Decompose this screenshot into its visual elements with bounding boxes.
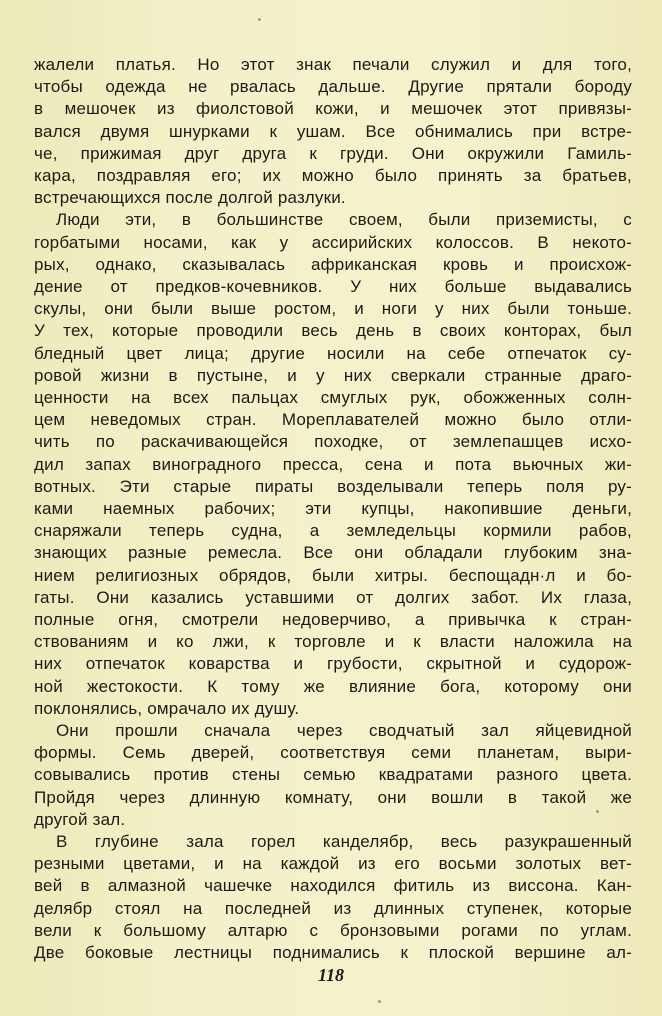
text-line: ной жестокости. К тому же влияние бога, которому они bbox=[34, 676, 632, 696]
text-line: ровой жизни в пустыне, и у них сверкали странные драго- bbox=[34, 365, 632, 385]
text-line: резными цветами, и на каждой из его восьми золотых вет- bbox=[34, 854, 632, 874]
text-line: У тех, которые проводили весь день в своих конторах, был bbox=[34, 321, 632, 341]
text-line: вался двумя шнурками к ушам. Все обнимались при встре- bbox=[34, 121, 632, 141]
text-line: нием религиозных обрядов, были хитры. беспощадн·л и бо- bbox=[34, 565, 632, 585]
text-line: ками наемных рабочих; эти купцы, накопившие деньги, bbox=[34, 499, 632, 518]
text-line: вей в алмазной чашечке находился фитиль из виссона. Кан- bbox=[34, 876, 632, 896]
text-line: скулы, они были выше ростом, и ноги у них были тоньше. bbox=[34, 299, 632, 319]
scan-speck bbox=[258, 18, 261, 21]
text-line: поклонялись, омрачало их душу. bbox=[34, 698, 300, 718]
text-line: че, прижимая друг друга к груди. Они окружили Гамиль- bbox=[34, 143, 632, 163]
text-line: гаты. Они казались уставшими от долгих забот. Их глаза, bbox=[34, 587, 632, 607]
text-line: вели к большому алтарю с бронзовыми рогами по углам. bbox=[34, 920, 632, 940]
text-line: делябр стоял на последней из длинных ступенек, которые bbox=[34, 898, 632, 918]
scan-speck bbox=[378, 1000, 381, 1003]
text-line: Они прошли сначала через сводчатый зал яйцевидной bbox=[56, 721, 632, 740]
text-line: ствованиям и ко лжи, к торговле и к власти наложила на bbox=[34, 632, 632, 652]
text-line: в мешочек из фиолстовой кожи, и мешочек этот привязы- bbox=[34, 99, 632, 119]
text-line: рых, однако, сказывалась африканская кровь и происхож- bbox=[34, 254, 632, 274]
text-line: Две боковые лестницы поднимались к плоской вершине ал- bbox=[34, 943, 632, 962]
text-line: Пройдя через длинную комнату, они вошли в такой же bbox=[34, 787, 632, 807]
text-line: бледный цвет лица; другие носили на себе отпечаток су- bbox=[34, 343, 632, 363]
text-line: В глубине зала горел канделябр, весь разукрашенный bbox=[56, 832, 632, 851]
text-line: Люди эти, в большинстве своем, были приземисты, с bbox=[56, 210, 632, 230]
text-line: ценности на всех пальцах смуглых рук, обожженных солн- bbox=[34, 388, 632, 407]
page-number: 118 bbox=[317, 965, 344, 985]
text-line: кара, поздравляя его; их можно было принять за братьев, bbox=[34, 166, 632, 185]
text-line: вотных. Эти старые пираты возделывали теперь поля ру- bbox=[34, 476, 632, 496]
text-line: дил запах виноградного пресса, сена и пота вьючных жи- bbox=[34, 454, 632, 474]
text-line: другой зал. bbox=[34, 809, 126, 829]
text-line: снаряжали теперь судна, а земледельцы кормили рабов, bbox=[34, 521, 632, 541]
text-line: цем неведомых стран. Мореплавателей можно было отли- bbox=[34, 410, 632, 430]
text-line: совывались против стены семью квадратами разного цвета. bbox=[34, 765, 632, 785]
scan-speck bbox=[596, 810, 599, 813]
text-line: чтобы одежда не рвалась дальше. Другие прятали бороду bbox=[34, 77, 632, 97]
text-line: дение от предков-кочевников. У них больше выдавались bbox=[34, 277, 632, 296]
text-line: полные огня, смотрели недоверчиво, а привычка к стран- bbox=[34, 610, 632, 629]
text-line: формы. Семь дверей, соответствуя семи планетам, выри- bbox=[34, 743, 632, 763]
text-line: знающих разные ремесла. Все они обладали глубоким зна- bbox=[34, 543, 632, 563]
text-line: горбатыми носами, как у ассирийских колоссов. В некото- bbox=[34, 232, 632, 252]
text-line: чить по раскачивающейся походке, от землепашцев исхо- bbox=[34, 432, 632, 452]
text-line: жалели платья. Но этот знак печали служил и для того, bbox=[34, 55, 632, 74]
text-line: них отпечаток коварства и грубости, скрытной и судорож- bbox=[34, 654, 632, 674]
text-line: встречающихся после долгой разлуки. bbox=[34, 188, 346, 208]
